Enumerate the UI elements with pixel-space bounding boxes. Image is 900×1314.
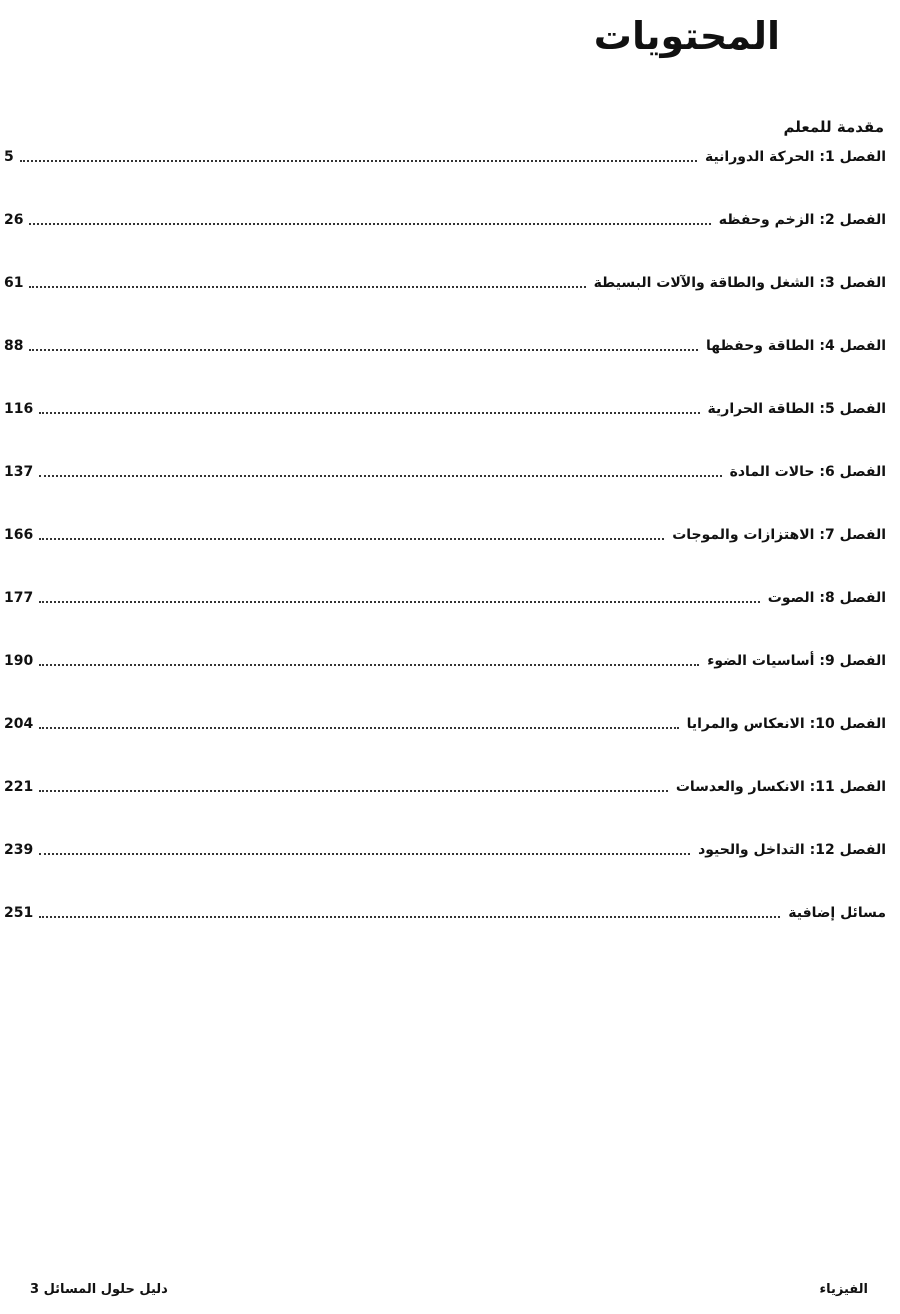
toc-entry-page-number: 137 <box>4 464 34 480</box>
dot-leader <box>39 475 721 477</box>
toc-entry-chapter-3 <box>4 271 886 295</box>
toc-entry-label: الفصل 3: الشغل والطاقة والآلات البسيطة <box>593 275 886 291</box>
toc-entry-label: الفصل 10: الانعكاس والمرايا <box>686 716 886 732</box>
dot-leader <box>39 412 699 414</box>
dot-leader <box>39 727 678 729</box>
dot-leader <box>29 349 698 351</box>
toc-entry-page-number: 88 <box>4 338 24 354</box>
toc-entry-label: الفصل 9: أساسيات الضوء <box>707 653 886 669</box>
toc-entry-label: الفصل 12: التداخل والحيود <box>698 842 886 858</box>
toc-entry-chapter-12 <box>4 838 886 862</box>
dot-leader <box>29 223 710 225</box>
toc-entry-page-number: 251 <box>4 905 34 921</box>
dot-leader <box>39 538 664 540</box>
toc-entry-chapter-9 <box>4 649 886 673</box>
toc-entry-label: الفصل 8: الصوت <box>767 590 886 606</box>
toc-entry-chapter-11 <box>4 775 886 799</box>
toc-entry-chapter-2 <box>4 208 886 232</box>
toc-entry-chapter-4 <box>4 334 886 358</box>
toc-entry-page-number: 177 <box>4 590 34 606</box>
dot-leader <box>39 601 760 603</box>
toc-entry-label: الفصل 5: الطاقة الحرارية <box>707 401 886 417</box>
toc-entry-label: الفصل 6: حالات المادة <box>729 464 886 480</box>
dot-leader <box>39 853 690 855</box>
page-title: المحتويات <box>593 14 780 58</box>
dot-leader <box>20 160 697 162</box>
toc-entry-chapter-10 <box>4 712 886 736</box>
teacher-intro-entry: مقدمة للمعلم <box>783 118 884 136</box>
toc-entry-label: الفصل 7: الاهتزازات والموجات <box>672 527 886 543</box>
toc-entry-label: الفصل 1: الحركة الدورانية <box>704 149 886 165</box>
toc-entry-chapter-8 <box>4 586 886 610</box>
toc-entry-label: مسائل إضافية <box>788 905 886 921</box>
toc-entry-chapter-5 <box>4 397 886 421</box>
toc-entry-page-number: 61 <box>4 275 24 291</box>
toc-entry-page-number: 190 <box>4 653 34 669</box>
toc-entry-label: الفصل 2: الزخم وحفظه <box>718 212 886 228</box>
toc-entry-page-number: 26 <box>4 212 24 228</box>
toc-entry-page-number: 204 <box>4 716 34 732</box>
toc-entry-label: الفصل 4: الطاقة وحفظها <box>705 338 886 354</box>
toc-entry-chapter-7 <box>4 523 886 547</box>
toc-entry-chapter-1 <box>4 145 886 169</box>
dot-leader <box>39 916 780 918</box>
footer-subject: الفيزياء <box>819 1282 868 1297</box>
dot-leader <box>39 790 668 792</box>
toc-entry-label: الفصل 11: الانكسار والعدسات <box>675 779 886 795</box>
toc-entry-page-number: 221 <box>4 779 34 795</box>
dot-leader <box>29 286 585 288</box>
toc-entry-page-number: 239 <box>4 842 34 858</box>
toc-entry-page-number: 5 <box>4 149 14 165</box>
dot-leader <box>39 664 699 666</box>
toc-entry-additional-problems <box>4 901 886 925</box>
toc-entry-chapter-6 <box>4 460 886 484</box>
footer-book-title: دليل حلول المسائل 3 <box>30 1282 168 1297</box>
toc-entry-page-number: 116 <box>4 401 34 417</box>
toc-entry-page-number: 166 <box>4 527 34 543</box>
